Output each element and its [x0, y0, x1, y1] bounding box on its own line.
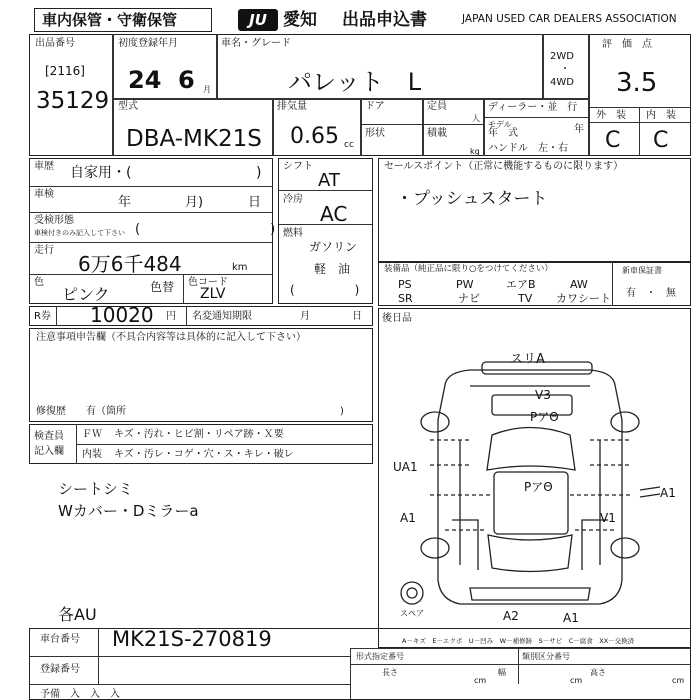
chassis-value: MK21S-270819	[112, 627, 272, 651]
capacity-label: 定員	[427, 101, 447, 112]
equip-sr: SR	[398, 292, 413, 305]
color-value: ピンク	[62, 285, 110, 304]
equip-tv: TV	[518, 292, 533, 305]
door-label: ドア	[365, 101, 385, 112]
divider	[351, 664, 691, 665]
new-warranty-label: 新車保証書	[622, 266, 662, 275]
spare-label: スペア	[400, 609, 424, 618]
recycle-label: R券	[34, 311, 51, 322]
receipt-paren: ( )	[135, 222, 276, 237]
equipment-label: 装備品（純正品に限り○をつけてください）	[384, 264, 553, 274]
eval-value: 3.5	[616, 68, 658, 98]
handwritten-note-1: シートシミ	[58, 480, 134, 498]
inspector-row2-items: キズ・汚レ・コゲ・穴・ス・キレ・破レ	[114, 449, 294, 460]
drive-dot: ・	[560, 64, 570, 75]
inspector-label-1: 検査員	[34, 431, 64, 442]
shift-label: シフト	[283, 161, 313, 172]
height-label: 高さ	[590, 668, 606, 677]
transfer-label: 名変通知期限	[192, 311, 252, 322]
history-close: )	[256, 165, 262, 181]
reg-label: 初度登録年月	[118, 38, 178, 49]
inspection-day: 日	[248, 195, 262, 210]
recycle-value: 10020	[90, 303, 154, 327]
recycle-unit: 円	[166, 311, 176, 322]
displacement-value: 0.65	[290, 124, 339, 149]
later-attach-label: 後日品	[382, 313, 412, 324]
model-year-label-2: 年 式	[488, 128, 518, 139]
color-code-value: ZLV	[200, 286, 226, 302]
damage-legend: A－キズ E－エクボ U－凹み W－補修跡 S－サビ C－腐食 XX－交換済	[402, 637, 635, 645]
inspector-row2-title: 内装	[82, 449, 102, 460]
model-value: DBA-MK21S	[126, 126, 262, 152]
chassis-label: 車台番号	[40, 634, 80, 645]
name-label: 車名・グレード	[221, 38, 291, 49]
color-change-label: 色替	[150, 280, 175, 294]
history-label: 車歴	[34, 161, 54, 172]
handwritten-note-2: Wカバー・Dミラーa	[58, 502, 199, 520]
drive-2wd: 2WD	[550, 51, 574, 62]
name-value: パレット L	[288, 68, 422, 96]
mileage-label: 走行	[34, 245, 54, 256]
repair-close: )	[340, 406, 344, 417]
notes-label: 注意事項申告欄（不具合内容等は具体的に記入して下さい）	[36, 332, 306, 343]
mark-pao-mid: PアΘ	[524, 480, 553, 494]
receipt-label: 受検形態	[34, 215, 74, 226]
lot-number: 35129	[36, 88, 110, 114]
drive-4wd: 4WD	[550, 77, 574, 88]
registration-label: 登録番号	[40, 664, 80, 675]
shift-value: AT	[318, 170, 340, 191]
divider	[518, 648, 519, 684]
divider	[350, 648, 351, 700]
equip-leather-seat: カワシート	[556, 292, 611, 305]
divider	[30, 684, 350, 685]
ac-value: AC	[320, 202, 348, 226]
reg-month: 6	[178, 66, 195, 94]
width-unit: cm	[570, 676, 583, 685]
history-value: 自家用・(	[70, 165, 132, 181]
load-label: 積載	[427, 128, 447, 139]
mark-a1-right: A1	[660, 486, 676, 500]
mark-v1: V1	[600, 511, 616, 525]
class-label: 類別区分番号	[522, 652, 570, 661]
equip-ps: PS	[398, 278, 412, 291]
equip-pw: PW	[456, 278, 474, 291]
dealer-label: ディーラー・並 行	[488, 102, 578, 113]
lot-label: 出品番号	[35, 38, 75, 49]
year-unit: 年	[574, 124, 584, 135]
reg-month-unit: 月	[203, 85, 211, 94]
mark-pao-top: PアΘ	[530, 410, 559, 424]
storage-notice: 車内保管・守衛保管	[42, 11, 178, 29]
cert-label: 形式指定番号	[356, 652, 404, 661]
repair-history: 修復歴 有（箇所	[36, 406, 126, 417]
color-code-label: 色コード	[188, 277, 228, 288]
lot-bracket: [2116]	[45, 64, 85, 78]
displacement-unit: cc	[344, 140, 354, 150]
inspection-year: 年	[118, 195, 132, 210]
inspection-month: 月)	[185, 195, 204, 210]
fuel-value: ガソリン	[309, 240, 358, 254]
mark-a2: A2	[503, 609, 519, 623]
inspector-label-2: 記入欄	[34, 446, 64, 457]
interior-value: C	[653, 128, 669, 153]
warranty-options: 有 ・ 無	[626, 288, 676, 299]
mark-v3: V3	[535, 388, 551, 402]
sales-points-label: セールスポイント（正常に機能するものに限ります）	[384, 161, 624, 172]
inspector-row1-items: キズ・汚れ・ヒビ割・リペア跡・Ｘ要	[114, 429, 284, 440]
fuel-alt: 軽 油	[314, 262, 351, 276]
sales-points-value: ・プッシュスタート	[396, 189, 548, 209]
equip-aw: AW	[570, 278, 588, 291]
exterior-value: C	[605, 128, 621, 153]
width-label: 幅	[498, 668, 506, 677]
fuel-paren: ( )	[290, 283, 360, 297]
length-unit: cm	[474, 676, 487, 685]
org-name: 愛知	[283, 10, 317, 30]
height-unit: cm	[672, 676, 685, 685]
mark-ua1: UA1	[393, 460, 418, 474]
shape-label: 形状	[365, 128, 385, 139]
length-label: 長さ	[382, 668, 398, 677]
bottom-row: 予備 入 入 入	[40, 689, 120, 700]
ac-label: 冷房	[283, 194, 303, 205]
load-unit: kg	[470, 147, 480, 156]
handle-label: ハンドル 左・右	[488, 143, 568, 154]
divider	[351, 648, 691, 649]
color-label: 色	[34, 277, 44, 288]
inspection-label: 車検	[34, 189, 54, 200]
inspector-row1-title: ＦＷ	[82, 429, 102, 440]
association-name: JAPAN USED CAR DEALERS ASSOCIATION	[462, 13, 677, 25]
exterior-label: 外 装	[596, 110, 626, 121]
mark-a1-left: A1	[400, 511, 416, 525]
equip-navi: ナビ	[458, 292, 480, 305]
fuel-label: 燃料	[283, 228, 303, 239]
equip-airbag: エアB	[506, 278, 536, 291]
mileage-value: 6万6千484	[78, 252, 182, 276]
model-year-label-1: モデル	[488, 120, 512, 129]
interior-label: 内 装	[646, 110, 676, 121]
form-title: 出品申込書	[342, 10, 427, 30]
transfer-month: 月	[300, 311, 310, 322]
handwritten-note-3: 各AU	[58, 605, 97, 624]
eval-label: 評 価 点	[602, 39, 652, 50]
divider	[30, 656, 350, 657]
receipt-note: 車検付きのみ記入して下さい	[34, 229, 125, 237]
capacity-unit: 人	[472, 114, 480, 123]
reg-year: 24	[128, 66, 162, 94]
transfer-day: 日	[352, 311, 362, 322]
mark-a1-bottom: A1	[563, 611, 579, 625]
displacement-label: 排気量	[277, 101, 307, 112]
mark-top: スリA	[510, 352, 545, 367]
mileage-unit: km	[232, 262, 248, 273]
ju-logo-text: JU	[249, 11, 267, 29]
model-label: 型式	[118, 101, 138, 112]
